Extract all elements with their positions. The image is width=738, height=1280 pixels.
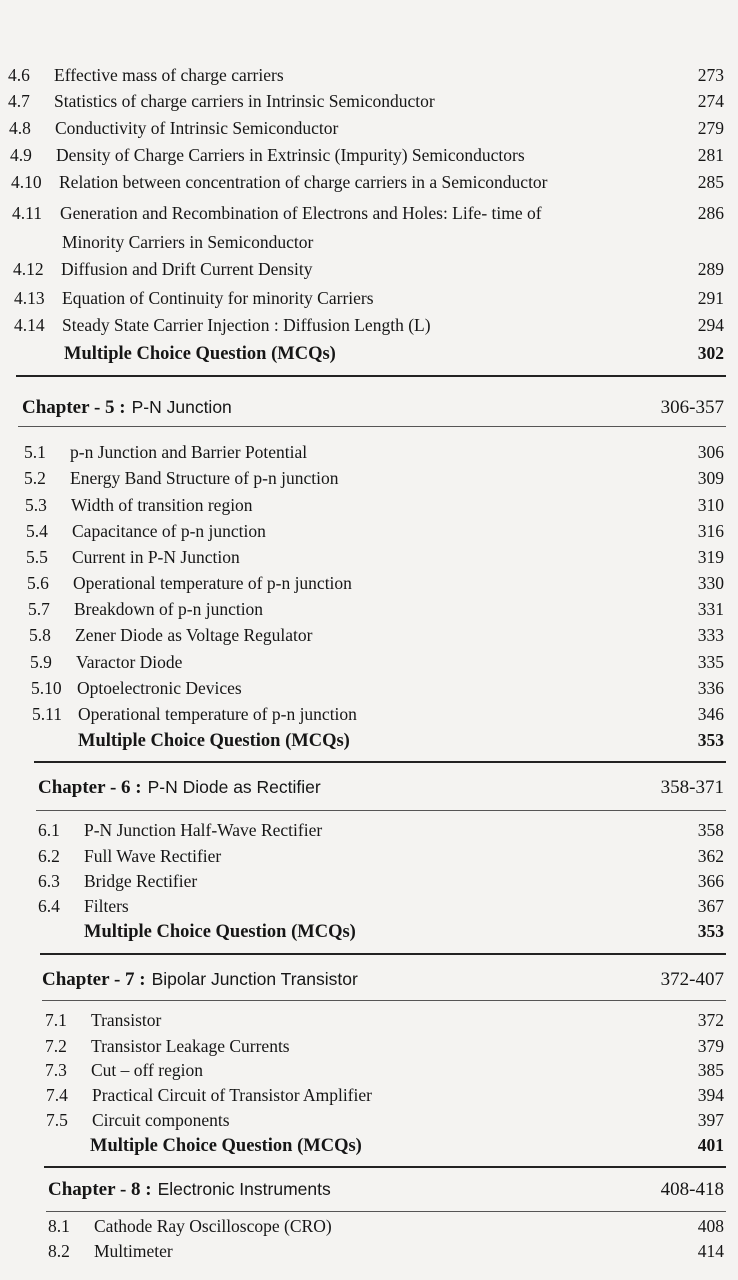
entry-number: 7.3 [45, 1060, 67, 1080]
toc-entry [24, 439, 724, 465]
entry-page: 408 [697, 1216, 724, 1236]
chapter-label: Chapter - 6 : [38, 777, 142, 798]
toc-entry [14, 285, 724, 311]
entry-number: 6.4 [38, 896, 60, 916]
toc-entry [13, 256, 724, 282]
entry-number: 5.1 [24, 442, 46, 462]
entry-number: 4.9 [10, 145, 32, 165]
entry-number: 6.1 [38, 820, 60, 840]
entry-title: P-N Junction Half-Wave Rectifier [84, 820, 323, 840]
toc-entry [26, 544, 724, 570]
entry-page: 274 [697, 91, 724, 111]
toc-entry [8, 88, 724, 114]
toc-entry [48, 1238, 724, 1264]
entry-number: 5.6 [27, 573, 49, 593]
mcq-title: Multiple Choice Question (MCQs) [78, 731, 350, 751]
entry-number: 6.3 [38, 871, 60, 891]
entry-title: Capacitance of p-n junction [72, 521, 266, 541]
chapter-page-range: 408-418 [660, 1179, 724, 1200]
entry-title: Current in P-N Junction [72, 547, 240, 567]
toc-entry [45, 1007, 724, 1033]
entry-page: 362 [697, 846, 724, 866]
toc-entry [11, 169, 724, 195]
entry-page: 310 [697, 495, 724, 515]
toc-entry [38, 893, 724, 919]
entry-page: 309 [697, 468, 724, 488]
entry-page: 281 [697, 145, 724, 165]
entry-title: Practical Circuit of Transistor Amplifier [92, 1085, 372, 1105]
toc-entry [38, 817, 724, 843]
mcq-page: 401 [697, 1135, 724, 1155]
entry-page: 294 [697, 315, 724, 335]
entry-title: Bridge Rectifier [84, 871, 198, 891]
entry-number: 5.5 [26, 547, 48, 567]
entry-title: Density of Charge Carriers in Extrinsic (Impurity) Semiconductors [56, 145, 525, 165]
entry-page: 372 [697, 1010, 724, 1030]
toc-entry [31, 675, 724, 701]
toc-entry [29, 622, 724, 648]
entry-page: 306 [697, 442, 724, 462]
entry-number: 7.1 [45, 1010, 67, 1030]
entry-page: 330 [697, 573, 724, 593]
entry-title: Cathode Ray Oscilloscope (CRO) [94, 1216, 332, 1236]
toc-entry [45, 1057, 724, 1083]
entry-number: 4.7 [8, 91, 30, 111]
entry-number: 7.2 [45, 1036, 67, 1056]
entry-title: Operational temperature of p-n junction [78, 704, 357, 724]
entry-page: 333 [697, 625, 724, 645]
chapter-page-range: 306-357 [660, 397, 724, 418]
chapter-title: P-N Diode as Rectifier [147, 777, 321, 797]
entry-number: 7.4 [46, 1085, 68, 1105]
entry-title: Equation of Continuity for minority Carriers [62, 288, 374, 308]
entry-page: 319 [697, 547, 724, 567]
entry-number: 6.2 [38, 846, 60, 866]
entry-page: 279 [697, 118, 724, 138]
chapter-page-range: 372-407 [660, 969, 724, 990]
entry-number: 5.2 [24, 468, 46, 488]
chapter-heading [38, 772, 724, 802]
entry-page: 286 [697, 203, 724, 223]
toc-entry [8, 62, 724, 88]
entry-title: Full Wave Rectifier [84, 846, 222, 866]
chapter-heading [48, 1174, 724, 1204]
mcq-page: 353 [697, 730, 724, 750]
toc-entry [24, 465, 724, 491]
chapter-label: Chapter - 8 : [48, 1179, 152, 1200]
toc-entry [25, 492, 724, 518]
entry-title: Filters [84, 896, 129, 916]
toc-entry [14, 312, 724, 338]
chapter-page-range: 358-371 [660, 777, 724, 798]
chapter-title: Electronic Instruments [157, 1179, 331, 1199]
entry-page: 367 [697, 896, 724, 916]
entry-title: Width of transition region [71, 495, 253, 515]
mcq-title: Multiple Choice Question (MCQs) [90, 1136, 362, 1156]
entry-title: Relation between concentration of charge carriers in a Semiconductor [59, 172, 548, 192]
entry-page: 289 [697, 259, 724, 279]
mcq-entry [64, 339, 724, 367]
section-divider [18, 426, 726, 427]
chapter-heading [42, 964, 724, 994]
toc-entry [12, 200, 724, 226]
toc-entry [26, 518, 724, 544]
section-divider [42, 1000, 726, 1001]
section-divider [46, 1211, 726, 1212]
entry-title: Varactor Diode [76, 652, 183, 672]
entry-number: 4.6 [8, 65, 30, 85]
toc-entry [28, 596, 724, 622]
entry-title: Conductivity of Intrinsic Semiconductor [55, 118, 339, 138]
entry-title: p-n Junction and Barrier Potential [70, 442, 308, 462]
mcq-page: 302 [697, 343, 724, 363]
toc-entry [48, 1213, 724, 1239]
entry-title: Generation and Recombination of Electrons and Holes: Life- time of [60, 203, 542, 223]
toc-entry [30, 649, 724, 675]
entry-page: 331 [697, 599, 724, 619]
entry-title: Optoelectronic Devices [77, 678, 242, 698]
entry-page: 414 [697, 1241, 724, 1261]
entry-page: 273 [697, 65, 724, 85]
mcq-entry [90, 1131, 724, 1159]
entry-page: 346 [697, 704, 724, 724]
entry-number: 5.11 [32, 704, 62, 724]
mcq-title: Multiple Choice Question (MCQs) [64, 344, 336, 364]
entry-title: Multimeter [94, 1241, 173, 1261]
entry-number: 5.4 [26, 521, 48, 541]
chapter-title: Bipolar Junction Transistor [151, 969, 358, 989]
mcq-title: Multiple Choice Question (MCQs) [84, 922, 356, 942]
toc-entry [45, 1033, 724, 1059]
entry-page: 358 [697, 820, 724, 840]
entry-title: Circuit components [92, 1110, 230, 1130]
entry-number: 5.9 [30, 652, 52, 672]
entry-number: 8.1 [48, 1216, 70, 1236]
toc-entry [46, 1082, 724, 1108]
entry-page: 394 [697, 1085, 724, 1105]
mcq-entry [78, 726, 724, 754]
entry-title: Operational temperature of p-n junction [73, 573, 352, 593]
entry-title: Transistor Leakage Currents [91, 1036, 290, 1056]
chapter-heading [22, 392, 724, 422]
entry-page: 379 [697, 1036, 724, 1056]
entry-page: 366 [697, 871, 724, 891]
entry-page: 397 [697, 1110, 724, 1130]
entry-number: 4.10 [11, 172, 42, 192]
entry-title: Breakdown of p-n junction [74, 599, 264, 619]
toc-entry [38, 843, 724, 869]
entry-title: Transistor [91, 1010, 162, 1030]
entry-number: 5.8 [29, 625, 51, 645]
section-divider [34, 761, 726, 763]
entry-page: 335 [697, 652, 724, 672]
entry-number: 4.8 [9, 118, 31, 138]
chapter-label: Chapter - 7 : [42, 969, 146, 990]
entry-page: 336 [697, 678, 724, 698]
mcq-entry [84, 917, 724, 945]
mcq-page: 353 [697, 921, 724, 941]
chapter-label: Chapter - 5 : [22, 397, 126, 418]
section-divider [16, 375, 726, 377]
toc-entry [10, 142, 724, 168]
section-divider [36, 810, 726, 811]
section-divider [44, 1166, 726, 1168]
entry-title: Cut – off region [91, 1060, 203, 1080]
entry-page: 385 [697, 1060, 724, 1080]
entry-page: 316 [697, 521, 724, 541]
entry-number: 8.2 [48, 1241, 70, 1261]
entry-title: Diffusion and Drift Current Density [61, 259, 313, 279]
toc-entry [9, 115, 724, 141]
entry-page: 285 [697, 172, 724, 192]
entry-title: Energy Band Structure of p-n junction [70, 468, 339, 488]
entry-page: 291 [697, 288, 724, 308]
entry-number: 4.12 [13, 259, 44, 279]
toc-entry [38, 868, 724, 894]
entry-number: 5.3 [25, 495, 47, 515]
entry-number: 4.13 [14, 288, 45, 308]
entry-title: Zener Diode as Voltage Regulator [75, 625, 313, 645]
chapter-title: P-N Junction [131, 397, 232, 417]
entry-number: 5.10 [31, 678, 62, 698]
entry-title-continuation: Minority Carriers in Semiconductor [62, 232, 314, 252]
toc-entry [32, 701, 724, 727]
entry-number: 4.11 [12, 203, 42, 223]
section-divider [40, 953, 726, 955]
entry-number: 4.14 [14, 315, 45, 335]
entry-number: 5.7 [28, 599, 50, 619]
entry-title: Statistics of charge carriers in Intrinsic Semiconductor [54, 91, 435, 111]
toc-entry [46, 1107, 724, 1133]
entry-number: 7.5 [46, 1110, 68, 1130]
toc-entry [27, 570, 724, 596]
entry-title: Effective mass of charge carriers [54, 65, 284, 85]
entry-title: Steady State Carrier Injection : Diffusion Length (L) [62, 315, 431, 335]
